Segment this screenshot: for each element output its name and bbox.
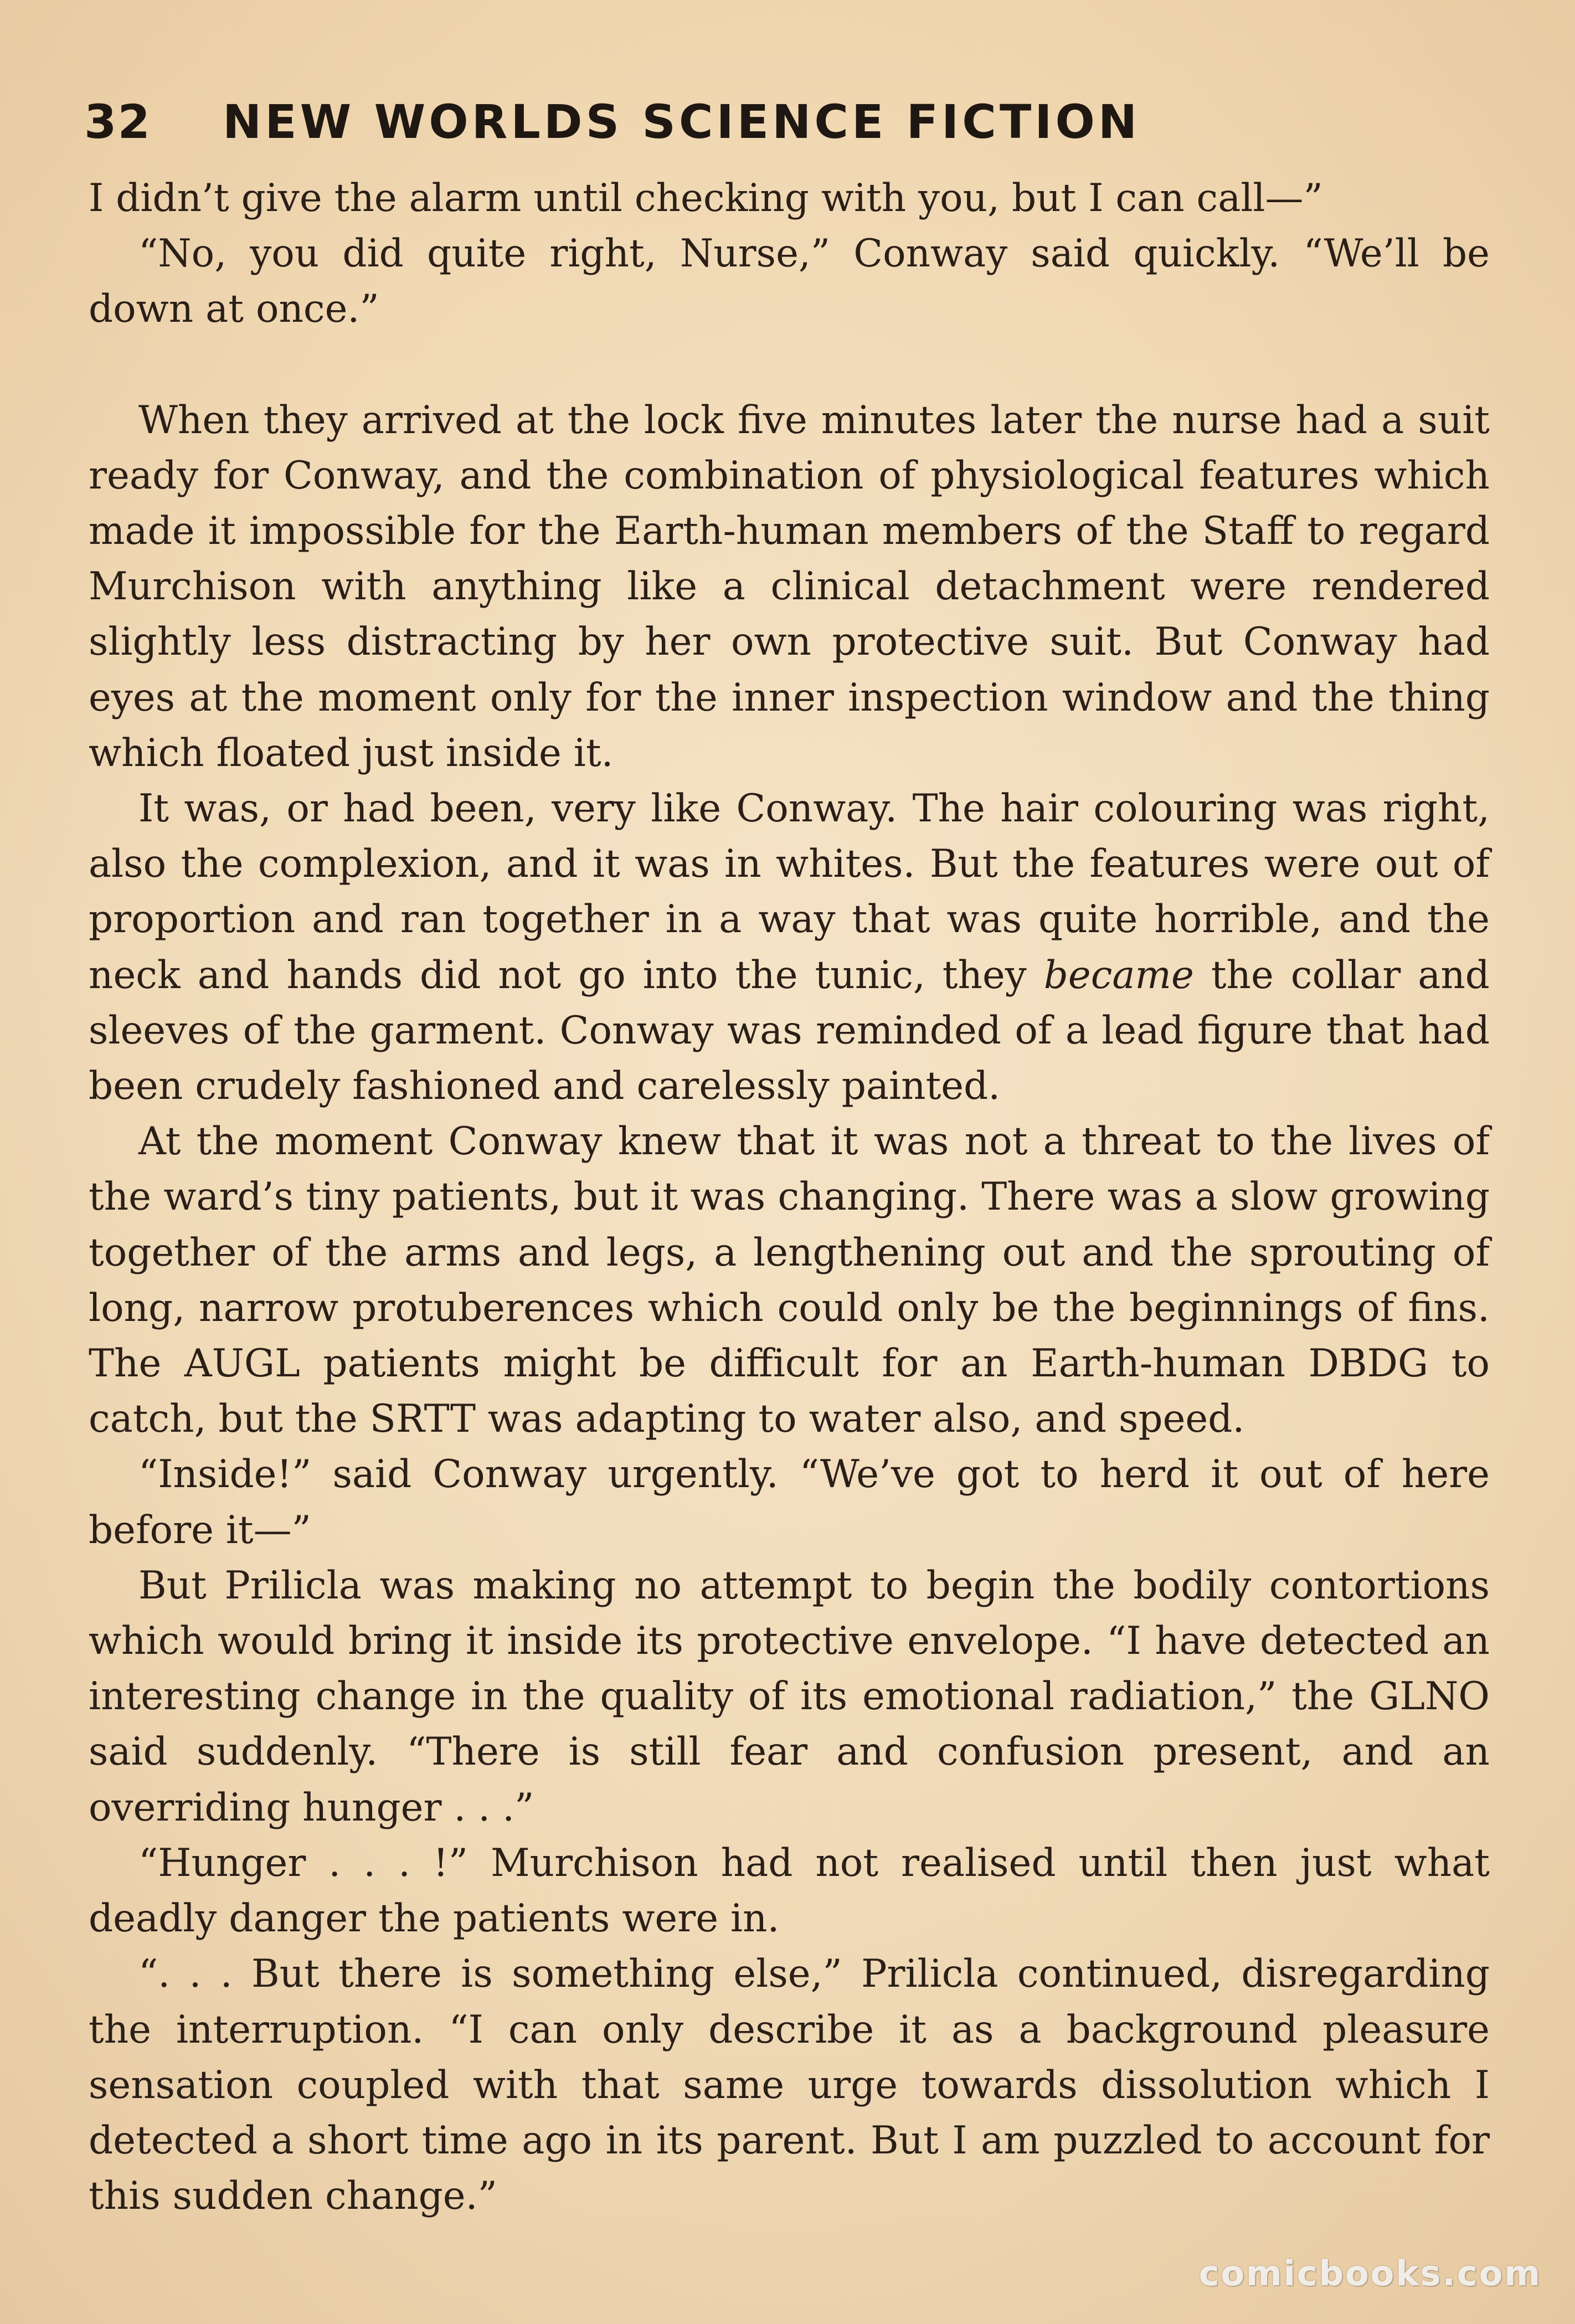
paragraph: “No, you did quite right, Nurse,” Conway said quickly. “We’ll be down at once.”: [89, 232, 1490, 332]
paragraph: [89, 781, 1490, 1114]
site-watermark: comicbooks.com: [1198, 2253, 1542, 2294]
paragraph: “. . . But there is something else,” Prilicla continued, disregarding the interruption. “I can only describe it as a background pleasure sensation coupled with that same urge towards dissolution which I detected a short time ago in its parent. But I am puzzled to account for this sudden change.”: [89, 1952, 1490, 2219]
story-text: [89, 171, 1490, 2224]
paragraph: At the moment Conway knew that it was not a threat to the lives of the ward’s tiny patients, but it was changing. There was a slow growing together of the arms and legs, a lengthening out and the sprouting of long, narrow protuberences which could only be the beginnings of fins. The AUGL patients might be difficult for an Earth-human DBDG to catch, but the SRTT was adapting to water also, and speed.: [89, 1119, 1490, 1442]
paragraph-text: It was, or had been, very like Conway. The hair colouring was right, also the complexion, and it was in whites. But the features were out of proportion and ran together in a way that was quite horrible, and the neck and hands did not go into the tunic, they: [89, 786, 1490, 998]
paragraph: “Hunger . . . !” Murchison had not realised until then just what deadly danger the patients were in.: [89, 1840, 1490, 1941]
paragraph: I didn’t give the alarm until checking with you, but I can call—”: [89, 176, 1323, 220]
running-header: [84, 91, 1502, 152]
paragraph: When they arrived at the lock five minutes later the nurse had a suit ready for Conway, and the combination of physiological features which made it impossible for the Earth-human members of the Staff to regard Murchison with anything like a clinical detachment were rendered slightly less distracting by her own protective suit. But Conway had eyes at the moment only for the inner inspection window and the thing which floated just inside it.: [89, 398, 1490, 775]
paragraph: “Inside!” said Conway urgently. “We’ve got to herd it out of here before it—”: [89, 1452, 1490, 1552]
emphasized-word: became: [1043, 953, 1194, 998]
paragraph-text: the collar and sleeves of the garment. Conway was reminded of a lead figure that had been crudely fashioned and carelessly painted.: [89, 953, 1490, 1109]
page-number: 32: [84, 95, 151, 149]
paragraph: But Prilicla was making no attempt to begin the bodily contortions which would bring it inside its protective envelope. “I have detected an interesting change in the quality of its emotional radiation,” the GLNO said suddenly. “There is still fear and confusion present, and an overriding hunger . . .”: [89, 1563, 1490, 1830]
magazine-title: NEW WORLDS SCIENCE FICTION: [223, 95, 1141, 149]
